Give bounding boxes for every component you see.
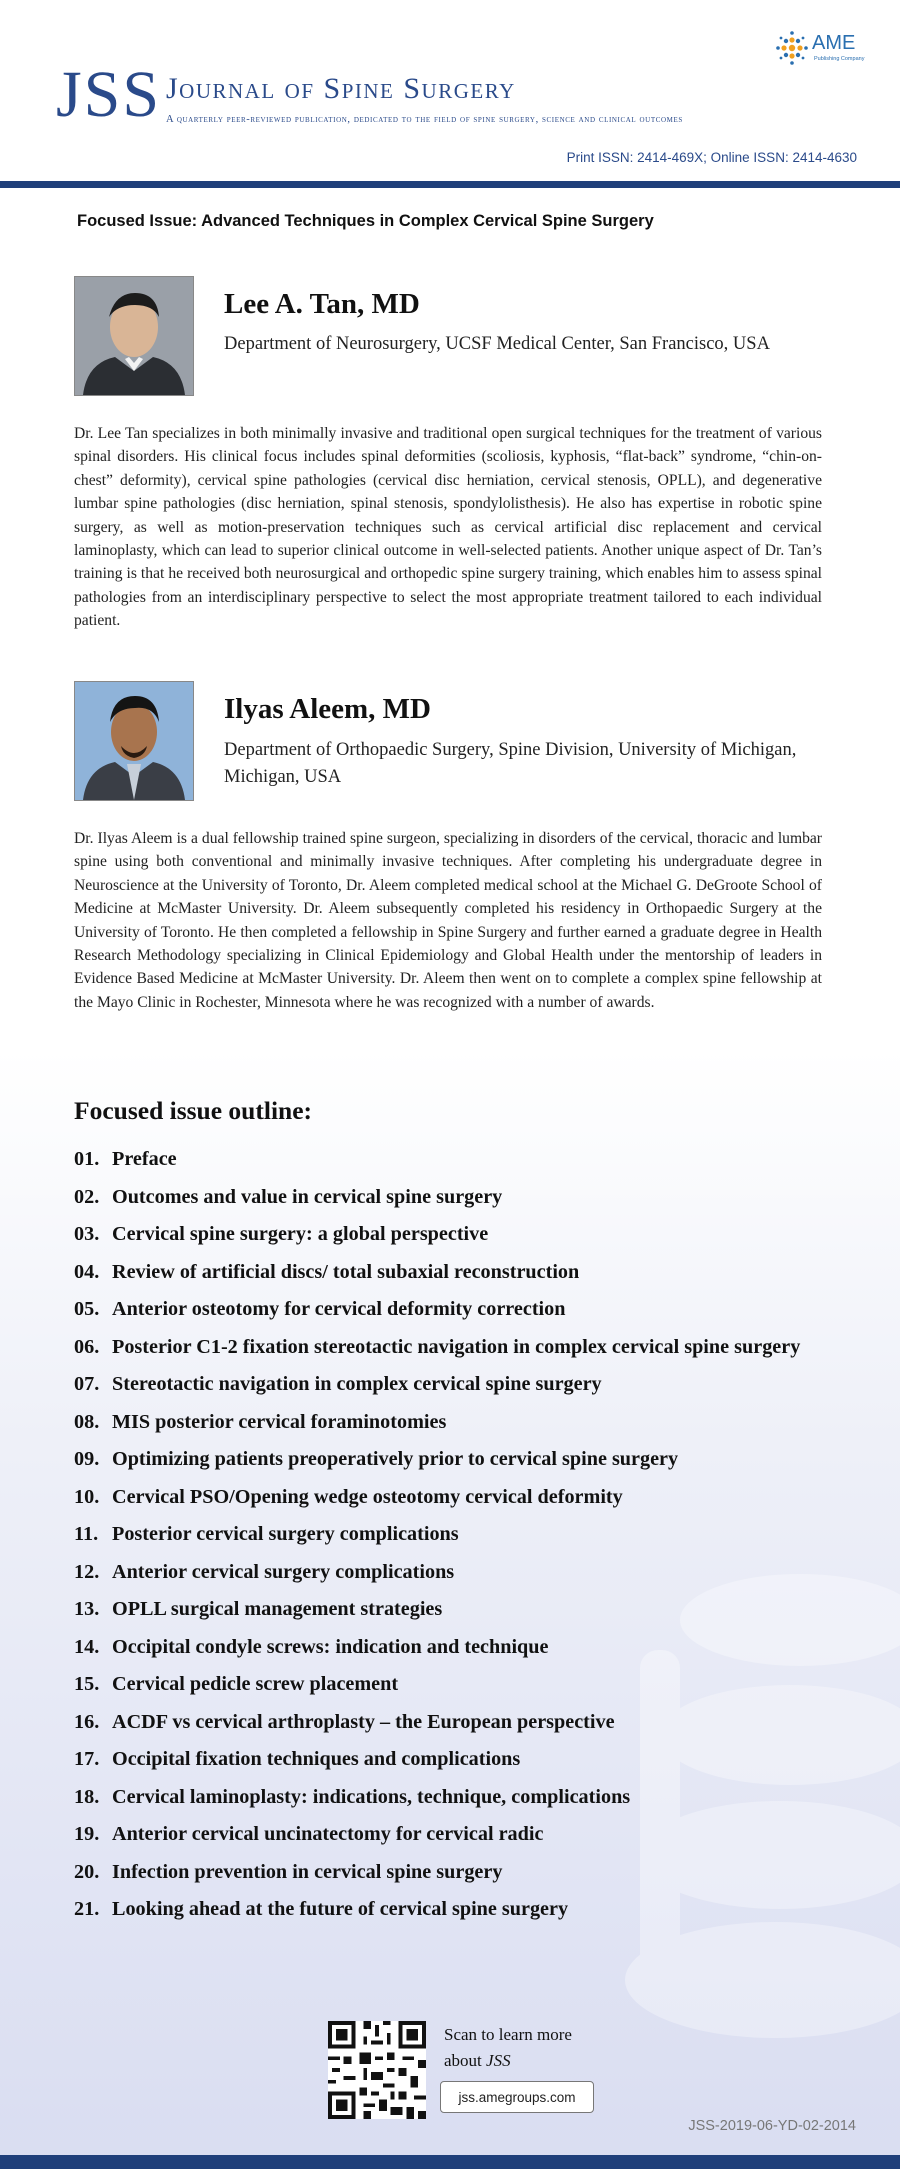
outline-number: 08. bbox=[74, 1410, 100, 1433]
outline-text: Cervical PSO/Opening wedge osteotomy cervical deformity bbox=[112, 1485, 623, 1508]
outline-text: Cervical pedicle screw placement bbox=[112, 1673, 399, 1695]
outline-text: MIS posterior cervical foraminotomies bbox=[112, 1410, 447, 1433]
editor-name: Lee A. Tan, MD bbox=[224, 288, 420, 320]
jss-logo: JSS bbox=[56, 58, 162, 131]
scan-line-2-journal: JSS bbox=[486, 2051, 511, 2070]
scan-prompt bbox=[444, 2022, 594, 2074]
outline-number: 17. bbox=[74, 1748, 100, 1770]
outline-text: Cervical laminoplasty: indications, technique, complications bbox=[112, 1785, 631, 1808]
outline-item bbox=[74, 1220, 814, 1249]
outline-number: 19. bbox=[74, 1823, 100, 1845]
outline-item bbox=[74, 1333, 814, 1362]
outline-item bbox=[74, 1858, 814, 1887]
outline-number: 01. bbox=[74, 1148, 100, 1170]
outline-text: Anterior osteotomy for cervical deformity correction bbox=[112, 1298, 566, 1320]
outline-number: 15. bbox=[74, 1673, 100, 1695]
editor-photo-aleem bbox=[74, 681, 194, 801]
outline-number: 21. bbox=[74, 1898, 100, 1920]
outline-text: Posterior C1-2 fixation stereotactic navigation in complex cervical spine surgery bbox=[112, 1335, 801, 1358]
journal-subtitle: A quarterly peer-reviewed publication, dedicated to the field of spine surgery, science and clinical outcomes bbox=[166, 114, 683, 125]
portrait-icon bbox=[75, 682, 193, 800]
outline-text: OPLL surgical management strategies bbox=[112, 1598, 443, 1620]
outline-item bbox=[74, 1633, 814, 1662]
outline-item bbox=[74, 1670, 814, 1699]
outline-text: Occipital condyle screws: indication and technique bbox=[112, 1635, 549, 1658]
outline-text: Review of artificial discs/ total subaxial reconstruction bbox=[112, 1260, 580, 1283]
outline-number: 14. bbox=[74, 1635, 100, 1658]
outline-item bbox=[74, 1895, 814, 1924]
publisher-tagline: Publishing Company bbox=[814, 56, 865, 62]
journal-url-link[interactable]: jss.amegroups.com bbox=[440, 2081, 594, 2113]
outline-item bbox=[74, 1445, 814, 1474]
outline-item bbox=[74, 1708, 814, 1737]
outline-number: 13. bbox=[74, 1598, 100, 1620]
outline-number: 06. bbox=[74, 1335, 100, 1358]
outline-text: Preface bbox=[112, 1148, 177, 1170]
journal-title: Journal of Spine Surgery bbox=[166, 72, 516, 105]
outline-text: Anterior cervical surgery complications bbox=[112, 1560, 455, 1583]
scan-line-2 bbox=[444, 2048, 594, 2074]
outline-number: 10. bbox=[74, 1485, 100, 1508]
outline-text: Outcomes and value in cervical spine surgery bbox=[112, 1185, 503, 1208]
outline-number: 18. bbox=[74, 1785, 100, 1808]
outline-text: ACDF vs cervical arthroplasty – the European perspective bbox=[112, 1710, 615, 1733]
outline-text: Infection prevention in cervical spine surgery bbox=[112, 1860, 503, 1883]
outline-number: 20. bbox=[74, 1860, 100, 1883]
outline-item bbox=[74, 1595, 814, 1624]
outline-number: 03. bbox=[74, 1223, 100, 1245]
outline-number: 16. bbox=[74, 1710, 100, 1733]
outline-number: 12. bbox=[74, 1560, 100, 1583]
editor-department: Department of Neurosurgery, UCSF Medical Center, San Francisco, USA bbox=[224, 334, 770, 354]
outline-item bbox=[74, 1145, 814, 1174]
outline-number: 05. bbox=[74, 1298, 100, 1320]
outline-number: 02. bbox=[74, 1185, 100, 1208]
focused-issue-title: Focused Issue: Advanced Techniques in Complex Cervical Spine Surgery bbox=[77, 212, 654, 230]
scan-line-1: Scan to learn more bbox=[444, 2025, 572, 2044]
outline-text: Stereotactic navigation in complex cervical spine surgery bbox=[112, 1373, 602, 1395]
outline-text: Anterior cervical uncinatectomy for cervical radic bbox=[112, 1823, 544, 1845]
outline-item bbox=[74, 1183, 814, 1212]
issn-line: Print ISSN: 2414-469X; Online ISSN: 2414-4630 bbox=[566, 150, 857, 165]
header-divider-bar bbox=[0, 181, 900, 188]
publisher-name: AME bbox=[812, 32, 856, 54]
outline-text: Occipital fixation techniques and complications bbox=[112, 1748, 521, 1770]
outline-number: 07. bbox=[74, 1373, 100, 1395]
editor-photo-tan bbox=[74, 276, 194, 396]
outline-item bbox=[74, 1295, 814, 1324]
outline-item bbox=[74, 1820, 814, 1849]
journal-header bbox=[0, 0, 900, 182]
outline-title: Focused issue outline: bbox=[74, 1096, 313, 1125]
outline-text: Optimizing patients preoperatively prior to cervical spine surgery bbox=[112, 1448, 679, 1470]
outline-text: Posterior cervical surgery complications bbox=[112, 1523, 459, 1545]
outline-text: Cervical spine surgery: a global perspective bbox=[112, 1223, 489, 1245]
outline-number: 04. bbox=[74, 1260, 100, 1283]
scan-line-2-prefix: about bbox=[444, 2051, 487, 2070]
document-code: JSS-2019-06-YD-02-2014 bbox=[688, 2118, 856, 2134]
portrait-icon bbox=[75, 277, 193, 395]
outline-item bbox=[74, 1745, 814, 1774]
footer-bar bbox=[0, 2155, 900, 2169]
outline-list bbox=[74, 1145, 814, 1933]
outline-item bbox=[74, 1558, 814, 1587]
editor-name: Ilyas Aleem, MD bbox=[224, 693, 431, 725]
editor-bio: Dr. Lee Tan specializes in both minimally invasive and traditional open surgical techniques for the treatment of various spinal disorders. His clinical focus includes spinal deformities (scoliosis, kyphosis, “flat-back” syndrome, “chin-on-chest” deformity), cervical spine pathologies (cervical disc herniation, cervical stenosis, OPLL), and degenerative lumbar spine pathologies (disc herniation, spinal stenosis, spondylolisthesis). He also has expertise in robotic spine surgery, as well as motion-preservation techniques such as cervical artificial disc replacement and cervical laminoplasty, which can lead to superior clinical outcome in well-selected patients. Another unique aspect of Dr. Tan’s training is that he received both neurosurgical and orthopedic spine surgery training, which enables him to assess spinal pathologies from an interdisciplinary perspective to select the most appropriate treatment tailored to each individual patient. bbox=[74, 425, 822, 630]
outline-item bbox=[74, 1483, 814, 1512]
editor-bio: Dr. Ilyas Aleem is a dual fellowship trained spine surgeon, specializing in disorders of the cervical, thoracic and lumbar spine using both conventional and minimally invasive techniques. After completing his undergraduate degree in Neuroscience at the University of Toronto, Dr. Aleem completed medical school at the Michael G. DeGroote School of Medicine at McMaster University. Dr. Aleem subsequently completed his residency in Orthopaedic Surgery at the University of Toronto. He then completed a fellowship in Spine Surgery and further earned a graduate degree in Health Research Methodology specializing in Clinical Epidemiology and Global Health under the mentorship of leaders in Evidence Based Medicine at McMaster University. Dr. Aleem then went on to complete a complex spine fellowship at the Mayo Clinic in Rochester, Minnesota where he was recognized with a number of awards. bbox=[74, 830, 822, 1011]
outline-item bbox=[74, 1408, 814, 1437]
outline-item bbox=[74, 1258, 814, 1287]
outline-number: 11. bbox=[74, 1523, 99, 1545]
outline-item bbox=[74, 1783, 814, 1812]
editor-department: Department of Orthopaedic Surgery, Spine Division, University of Michigan, Michigan, USA bbox=[224, 740, 797, 787]
outline-text: Looking ahead at the future of cervical spine surgery bbox=[112, 1898, 569, 1920]
outline-item bbox=[74, 1520, 814, 1549]
outline-item bbox=[74, 1370, 814, 1399]
qr-code-icon[interactable] bbox=[328, 2021, 426, 2119]
outline-number: 09. bbox=[74, 1448, 100, 1470]
